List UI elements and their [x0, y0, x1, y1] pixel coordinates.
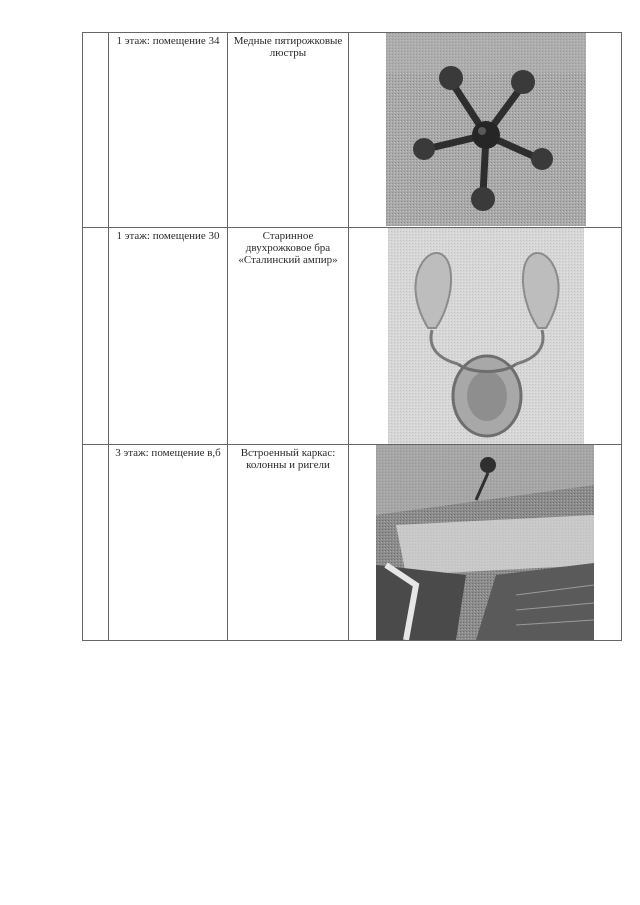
- column-divider: [108, 32, 109, 641]
- frame-photo: [376, 445, 594, 640]
- table-border-bottom: [82, 640, 622, 641]
- table-border-left: [82, 32, 83, 641]
- chandelier-photo: [386, 33, 586, 226]
- table-row-2-location: 1 этаж: помещение 30: [116, 230, 220, 242]
- table-row-2-description: Старинное двухрожковое бра «Сталинский ампир»: [238, 230, 338, 266]
- table-row-3-location: 3 этаж: помещение в,б: [115, 447, 221, 459]
- table-border-right: [621, 32, 622, 641]
- column-divider: [227, 32, 228, 641]
- table-row-3-description: Встроенный каркас: колонны и ригели: [240, 447, 336, 471]
- sconce-photo: [388, 228, 584, 444]
- table-row-1-location: 1 этаж: помещение 34: [116, 35, 220, 47]
- inventory-table: [82, 32, 622, 641]
- column-divider: [348, 32, 349, 641]
- table-row-1-description: Медные пятирожковые люстры: [233, 35, 343, 59]
